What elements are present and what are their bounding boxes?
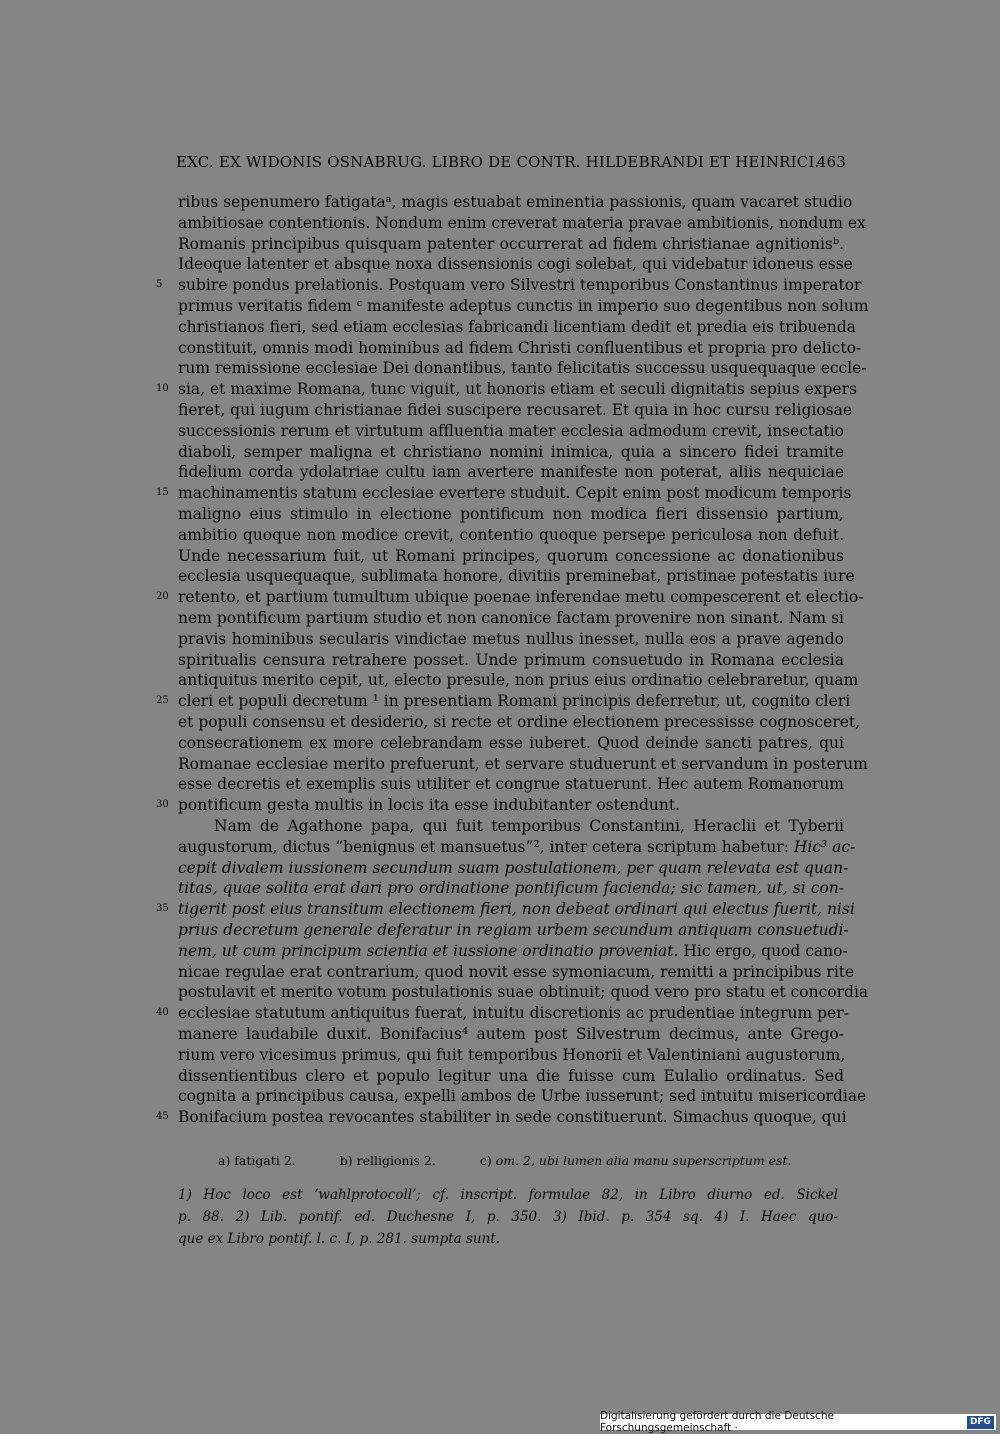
text-line: et populi consensu et desiderio, si recte et ordine electionem precessisse cognosceret, (178, 713, 861, 731)
text-line: prius decretum generale deferatur in regiam urbem secundum antiquam consuetudi- (178, 921, 849, 939)
text-line: ecclesiae statutum antiquitus fuerat, intuitu discretionis ac prudentiae integrum per- (178, 1004, 849, 1023)
text-line: Bonifacium postea revocantes stabiliter in sede constituerunt. Simachus quoque, qui (178, 1108, 847, 1127)
text-line: pravis hominibus secularis vindictae metus nullus inesset, nulla eos a prave agendo (178, 629, 844, 648)
text-line: successionis rerum et virtutum affluentia mater ecclesia admodum crevit, insectatio (178, 421, 844, 440)
text-line: Romanae ecclesiae merito prefuerunt, et servare studuerunt et servandum in posterum (178, 754, 868, 773)
text-line: cepit divalem iussionem secundum suam postulationem, per quam relevata est quan- (178, 858, 849, 877)
text-line: fieret, qui iugum christianae fidei suscipere recusaret. Et quia in hoc cursu religiosae (178, 401, 853, 419)
text-line: Ideoque latenter et absque noxa dissensionis cogi solebat, qui videbatur idoneus esse (178, 255, 853, 274)
text-line: dissentientibus clero et populo legitur una die fuisse cum Eulalio ordinatus. Sed (178, 1066, 844, 1085)
text-line: titas, quae solita erat dari pro ordinatione pontificum facienda; sic tamen, ut, si con- (178, 879, 844, 898)
variant-note-b: b) relligionis 2. (339, 1153, 436, 1168)
text-line-italic: Hic³ ac- (793, 837, 856, 856)
variant-note-c-prefix: c) (479, 1153, 492, 1168)
text-line: esse decretis et exemplis suis utiliter et congrue statuerunt. Hec autem Romanorum (178, 775, 844, 794)
dfg-logo-icon: DFG (967, 1416, 994, 1429)
text-line-italic: nem, ut cum principum scientia et iussione ordinatio proveniat. (178, 941, 684, 960)
text-line: maligno eius stimulo in electione pontificum non modica fieri dissensio partium, (178, 505, 844, 523)
text-line: primus veritatis fidem ᶜ manifeste adeptus cunctis in imperio suo degentibus non solum (178, 297, 869, 315)
text-line-main: Hic ergo, quod cano- (683, 941, 848, 960)
text-line (178, 941, 848, 961)
text-line: fidelium corda ydolatriae cultu iam avertere manifeste non poterat, aliis nequiciae (178, 463, 844, 482)
footer-bar (600, 1410, 996, 1434)
text-line: ambitio quoque non modice crevit, contentio quoque persepe periculosa non defuit. (178, 525, 844, 544)
line-number: 15 (156, 487, 169, 499)
text-line: retento, et partium tumultum ubique poenae inferendae metu compescerent et electio- (178, 588, 864, 607)
line-number: 10 (156, 383, 169, 395)
text-line: machinamentis statum ecclesiae evertere studuit. Cepit enim post modicum temporis (178, 484, 852, 503)
text-line: diaboli, semper maligna et christiano nomini inimica, quia a sincero fidei tramite (178, 442, 844, 461)
text-line: spiritualis censura retrahere posset. Unde primum consuetudo in Romana ecclesia (178, 650, 844, 669)
footer-credit: Digitalisierung gefördert durch die Deutsche Forschungsgemeinschaft · (600, 1410, 834, 1434)
page-number: 463 (816, 153, 846, 171)
text-line: sia, et maxime Romana, tunc viguit, ut honoris etiam et seculi dignitatis sepius expers (178, 380, 857, 399)
text-line: constituit, omnis modi hominibus ad fidem Christi confluentibus et propria pro delicto- (178, 338, 862, 357)
text-line: cognita a principibus causa, expelli ambos de Urbe iusserunt; sed intuitu misericordiae (178, 1087, 867, 1106)
text-line (178, 837, 856, 857)
line-number: 5 (156, 279, 163, 291)
text-line: rum remissione ecclesiae Dei donantibus, tanto felicitatis successu usquequaque eccle- (178, 359, 867, 378)
text-line: ribus sepenumero fatigataᵃ, magis estuabat eminentia passionis, quam vacaret studio (178, 193, 853, 211)
text-line: antiquitus merito cepit, ut, electo presule, non prius eius ordinatio celebraretur, quam (178, 671, 859, 690)
text-line-main: augustorum, dictus “benignus et mansuetus”², inter cetera scriptum habetur: (178, 837, 794, 856)
text-line: subire pondus prelationis. Postquam vero Silvestri temporibus Constantinus imperator (178, 276, 862, 295)
running-header (176, 153, 846, 171)
variant-notes (218, 1153, 838, 1168)
text-line: ecclesia usquequaque, sublimata honore, divitiis preminebat, pristinae potestatis iure (178, 567, 855, 586)
line-number: 25 (156, 695, 169, 707)
text-line: cleri et populi decretum ¹ in presentiam Romani principis deferretur, ut, cognito cleri (178, 692, 851, 711)
text-line: consecrationem ex more celebrandam esse iuberet. Quod deinde sancti patres, qui (178, 733, 844, 752)
text-line: rium vero vicesimus primus, qui fuit temporibus Honorii et Valentiniani augustorum, (178, 1045, 846, 1064)
text-line: Unde necessarium fuit, ut Romani principes, quorum concessione ac donationibus (178, 546, 844, 565)
text-line: nicae regulae erat contrarium, quod novit esse symoniacum, remitti a principibus rite (178, 962, 855, 981)
text-line: christianos fieri, sed etiam ecclesias fabricandi licentiam dedit et predia eis tribuenda (178, 317, 856, 336)
footnote-line: 1) Hoc loco est ‘wahlprotocoll’; cf. inscript. formulae 82, in Libro diurno ed. Sickel (178, 1187, 838, 1203)
variant-note-c: om. 2, ubi lumen alia manu superscriptum est. (495, 1153, 792, 1168)
line-number: 40 (156, 1007, 169, 1019)
text-line: Romanis principibus quisquam patenter occurrerat ad fidem christianae agnitionisᵇ. (178, 234, 844, 253)
variant-note-a: a) fatigati 2. (218, 1153, 296, 1168)
line-number: 20 (156, 591, 169, 603)
text-line: manere laudabile duxit. Bonifacius⁴ autem post Silvestrum decimus, ante Grego- (178, 1025, 844, 1043)
text-line: nem pontificum partium studio et non canonice factam provenire non sinant. Nam si (178, 609, 844, 627)
footnote-line: p. 88. 2) Lib. pontif. ed. Duchesne I, p. 350. 3) Ibid. p. 354 sq. 4) I. Haec quo- (178, 1209, 838, 1225)
footnote-line: que ex Libro pontif. l. c. I, p. 281. sumpta sunt. (178, 1231, 501, 1247)
line-number: 30 (156, 799, 169, 811)
line-number: 35 (156, 903, 169, 915)
text-line: Nam de Agathone papa, qui fuit temporibus Constantini, Heraclii et Tyberii (214, 817, 844, 835)
text-line: pontificum gesta multis in locis ita esse indubitanter ostendunt. (178, 796, 681, 815)
text-line: ambitiosae contentionis. Nondum enim creverat materia pravae ambitionis, nondum ex (178, 213, 866, 232)
text-line: postulavit et merito votum postulationis suae obtinuit; quod vero pro statu et concordia (178, 983, 869, 1002)
line-number: 45 (156, 1111, 169, 1123)
text-line: tigerit post eius transitum electionem fieri, non debeat ordinari qui electus fuerit, nisi (178, 900, 855, 919)
header-title: EXC. EX WIDONIS OSNABRUG. LIBRO DE CONTR. HILDEBRANDI ET HEINRICI. (176, 153, 820, 171)
